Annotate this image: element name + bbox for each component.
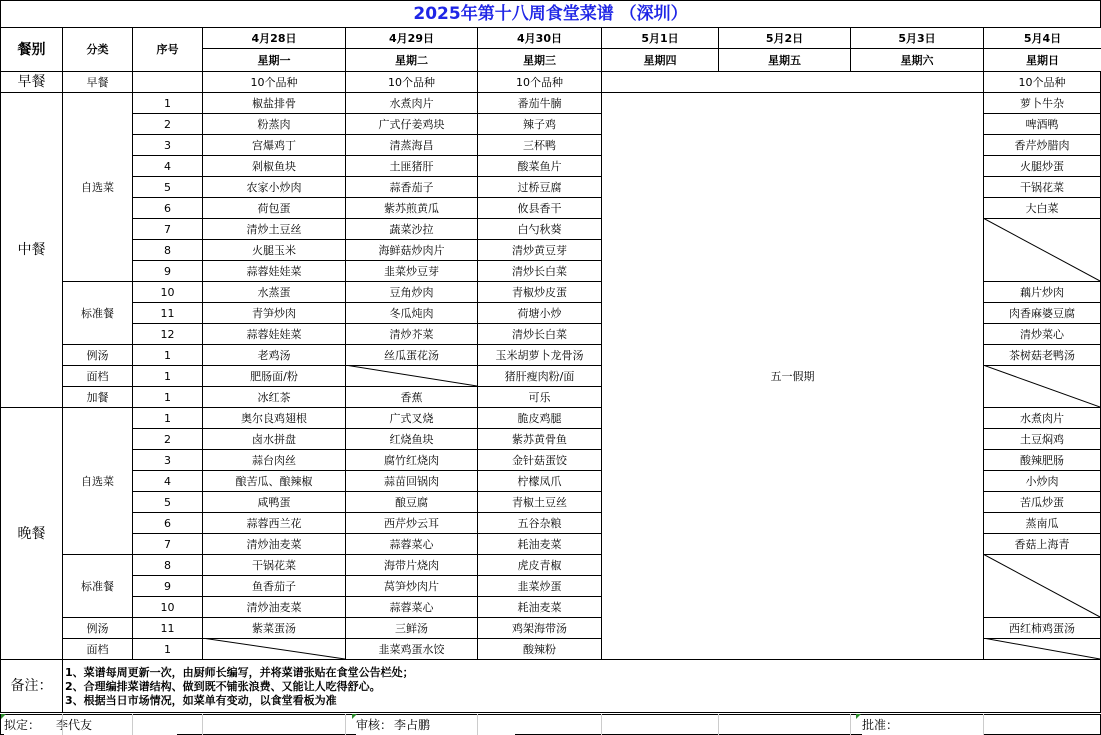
- reviewer-name: 李占鹏: [394, 715, 515, 735]
- dish-cell: 火腿玉米: [202, 239, 346, 261]
- index-cell: 1: [132, 407, 203, 429]
- remarks-label: 备注：: [0, 659, 63, 713]
- dish-cell: 韭菜炒蛋: [477, 575, 602, 597]
- dish-cell: 韭菜炒豆芽: [345, 260, 478, 282]
- dish-cell: 蒜香茄子: [345, 176, 478, 198]
- dish-cell-sunday: 肉香麻婆豆腐: [983, 302, 1101, 324]
- meal-dinner: 晚餐: [0, 407, 63, 660]
- dish-cell-sunday: 藕片炒肉: [983, 281, 1101, 303]
- weekday-header: 星期五: [718, 48, 851, 72]
- dish-cell: 清炒土豆丝: [202, 218, 346, 240]
- dish-cell-sunday: 干锅花菜: [983, 176, 1101, 198]
- index-cell: 9: [132, 260, 203, 282]
- date-header: 5月4日: [983, 27, 1101, 49]
- dish-cell: 蒜苗回锅肉: [345, 470, 478, 492]
- dish-cell: 海鲜菇炒肉片: [345, 239, 478, 261]
- footer-gridline: [477, 714, 478, 735]
- dish-cell: 可乐: [477, 386, 602, 408]
- dish-cell: 蒜台肉丝: [202, 449, 346, 471]
- empty-cell-sunday: [983, 638, 1101, 660]
- dish-cell: 清炒黄豆芽: [477, 239, 602, 261]
- weekday-header: 星期六: [850, 48, 984, 72]
- dish-cell: 10个品种: [477, 71, 602, 93]
- dish-cell: 蒜蓉菜心: [345, 596, 478, 618]
- index-cell: 1: [132, 344, 203, 366]
- dish-cell: 清炒长白菜: [477, 323, 602, 345]
- reviewer-label: 审核：: [356, 715, 477, 735]
- dish-cell: 鱼香茄子: [202, 575, 346, 597]
- dish-cell-sunday: 苦瓜炒蛋: [983, 491, 1101, 513]
- dish-cell: 红烧鱼块: [345, 428, 478, 450]
- date-header: 5月1日: [601, 27, 719, 49]
- footer-gridline: [345, 714, 346, 735]
- weekday-header: 星期一: [202, 48, 346, 72]
- holiday-breakfast: [601, 71, 984, 93]
- dish-cell: 奥尔良鸡翅根: [202, 407, 346, 429]
- dish-cell: 粉蒸肉: [202, 113, 346, 135]
- dish-cell: 脆皮鸡腿: [477, 407, 602, 429]
- dish-cell: 广式仔姜鸡块: [345, 113, 478, 135]
- dish-cell: 老鸡汤: [202, 344, 346, 366]
- index-cell: 11: [132, 617, 203, 639]
- dish-cell-sunday: 香菇上海青: [983, 533, 1101, 555]
- category-cell: 例汤: [62, 617, 133, 639]
- category-cell: 自选菜: [62, 92, 133, 282]
- footer-gridline: [132, 714, 133, 735]
- dish-cell-sunday: 清炒菜心: [983, 323, 1101, 345]
- dish-cell: 番茄牛腩: [477, 92, 602, 114]
- footer-gridline: [601, 714, 602, 735]
- dish-cell: 紫苏煎黄瓜: [345, 197, 478, 219]
- index-cell: 8: [132, 554, 203, 576]
- dish-cell: 肥肠面/粉: [202, 365, 346, 387]
- footer-gridline: [62, 714, 63, 735]
- dish-cell: [202, 638, 346, 660]
- dish-cell-sunday: 10个品种: [983, 71, 1101, 93]
- dish-cell: 鸡架海带汤: [477, 617, 602, 639]
- dish-cell: 三鲜汤: [345, 617, 478, 639]
- remarks-box: [62, 659, 1101, 713]
- index-cell: 5: [132, 176, 203, 198]
- drafter-name: 李代友: [56, 715, 177, 735]
- dish-cell: 金针菇蛋饺: [477, 449, 602, 471]
- dish-cell: 辣子鸡: [477, 113, 602, 135]
- date-header: 5月2日: [718, 27, 851, 49]
- category-cell: 例汤: [62, 344, 133, 366]
- dish-cell-sunday: 茶树菇老鸭汤: [983, 344, 1101, 366]
- index-cell: 10: [132, 281, 203, 303]
- header-category: 分类: [62, 27, 133, 72]
- comment-marker-icon: [1, 714, 6, 719]
- dish-cell: 虎皮青椒: [477, 554, 602, 576]
- category-cell: 早餐: [62, 71, 133, 93]
- date-header: 4月30日: [477, 27, 602, 49]
- footer-gridline: [850, 714, 851, 735]
- empty-cell-sunday: [983, 365, 1101, 408]
- dish-cell: 紫菜蛋汤: [202, 617, 346, 639]
- index-cell: 6: [132, 197, 203, 219]
- dish-cell: 冬瓜炖肉: [345, 302, 478, 324]
- dish-cell: 莴笋炒肉片: [345, 575, 478, 597]
- empty-cell-sunday: [983, 218, 1101, 282]
- date-header: 4月29日: [345, 27, 478, 49]
- index-cell: 4: [132, 155, 203, 177]
- dish-cell-sunday: 香芹炒腊肉: [983, 134, 1101, 156]
- dish-cell: 青椒土豆丝: [477, 491, 602, 513]
- index-cell: 1: [132, 386, 203, 408]
- empty-cell-sunday: [983, 554, 1101, 618]
- index-cell: 7: [132, 533, 203, 555]
- remark-line: 2、合理编排菜谱结构、做到既不铺张浪费、又能让人吃得舒心。: [65, 679, 381, 693]
- drafter-label: 拟定：: [4, 715, 125, 735]
- category-cell: 面档: [62, 365, 133, 387]
- comment-marker-icon: [856, 714, 861, 719]
- dish-cell-sunday: 大白菜: [983, 197, 1101, 219]
- header-index: 序号: [132, 27, 203, 72]
- dish-cell: 剁椒鱼块: [202, 155, 346, 177]
- dish-cell: 蒜蓉菜心: [345, 533, 478, 555]
- dish-cell: 青笋炒肉: [202, 302, 346, 324]
- index-cell: 5: [132, 491, 203, 513]
- dish-cell: 韭菜鸡蛋水饺: [345, 638, 478, 660]
- dish-cell: 蒜蓉娃娃菜: [202, 323, 346, 345]
- dish-cell: 五谷杂粮: [477, 512, 602, 534]
- dish-cell: 腐竹红烧肉: [345, 449, 478, 471]
- footer-gridline: [718, 714, 719, 735]
- meal-breakfast: 早餐: [0, 71, 63, 93]
- dish-cell: 农家小炒肉: [202, 176, 346, 198]
- dish-cell: 酿苦瓜、酿辣椒: [202, 470, 346, 492]
- dish-cell: 过桥豆腐: [477, 176, 602, 198]
- category-cell: 面档: [62, 638, 133, 660]
- header-meal: 餐别: [0, 27, 63, 72]
- dish-cell-sunday: 萝卜牛杂: [983, 92, 1101, 114]
- approver-label: 批准：: [862, 715, 983, 735]
- weekday-header: 星期二: [345, 48, 478, 72]
- index-cell: 10: [132, 596, 203, 618]
- date-header: 5月3日: [850, 27, 984, 49]
- index-cell: 2: [132, 428, 203, 450]
- index-cell: 3: [132, 134, 203, 156]
- dish-cell: 攸县香干: [477, 197, 602, 219]
- dish-cell: 蒜蓉西兰花: [202, 512, 346, 534]
- weekday-header: 星期三: [477, 48, 602, 72]
- dish-cell: 清蒸海昌: [345, 134, 478, 156]
- holiday-block: 五一假期: [601, 92, 984, 660]
- remark-line: 3、根据当日市场情况，如菜单有变动，以食堂看板为准: [65, 693, 337, 707]
- dish-cell: 荷塘小炒: [477, 302, 602, 324]
- dish-cell: 广式叉烧: [345, 407, 478, 429]
- index-cell: 12: [132, 323, 203, 345]
- dish-cell-sunday: 水煮肉片: [983, 407, 1101, 429]
- index-cell: 1: [132, 365, 203, 387]
- dish-cell: 酸菜鱼片: [477, 155, 602, 177]
- dish-cell: 土匪猪肝: [345, 155, 478, 177]
- dish-cell: 酸辣粉: [477, 638, 602, 660]
- index-cell: 11: [132, 302, 203, 324]
- category-cell: 标准餐: [62, 281, 133, 345]
- category-cell: 自选菜: [62, 407, 133, 555]
- dish-cell: 清炒芥菜: [345, 323, 478, 345]
- dish-cell-sunday: 蒸南瓜: [983, 512, 1101, 534]
- dish-cell: 椒盐排骨: [202, 92, 346, 114]
- dish-cell: 豆角炒肉: [345, 281, 478, 303]
- category-cell: 标准餐: [62, 554, 133, 618]
- dish-cell: 清炒油麦菜: [202, 596, 346, 618]
- date-header: 4月28日: [202, 27, 346, 49]
- index-cell: 1: [132, 638, 203, 660]
- dish-cell: 10个品种: [345, 71, 478, 93]
- dish-cell: 清炒油麦菜: [202, 533, 346, 555]
- index-cell: 9: [132, 575, 203, 597]
- footer-gridline: [202, 714, 203, 735]
- dish-cell: 蔬菜沙拉: [345, 218, 478, 240]
- dish-cell: 蒜蓉娃娃菜: [202, 260, 346, 282]
- dish-cell: 卤水拼盘: [202, 428, 346, 450]
- dish-cell: 青椒炒皮蛋: [477, 281, 602, 303]
- index-cell: 2: [132, 113, 203, 135]
- dish-cell: 干锅花菜: [202, 554, 346, 576]
- index-cell: 7: [132, 218, 203, 240]
- dish-cell-sunday: 小炒肉: [983, 470, 1101, 492]
- dish-cell: 猪肝瘦肉粉/面: [477, 365, 602, 387]
- dish-cell: 白勺秋葵: [477, 218, 602, 240]
- dish-cell: 水蒸蛋: [202, 281, 346, 303]
- index-cell: 3: [132, 449, 203, 471]
- dish-cell: 10个品种: [202, 71, 346, 93]
- dish-cell: 玉米胡萝卜龙骨汤: [477, 344, 602, 366]
- dish-cell: [345, 365, 478, 387]
- dish-cell: 清炒长白菜: [477, 260, 602, 282]
- comment-marker-icon: [352, 714, 357, 719]
- dish-cell-sunday: 火腿炒蛋: [983, 155, 1101, 177]
- category-cell: 加餐: [62, 386, 133, 408]
- index-cell: 1: [132, 92, 203, 114]
- dish-cell: 柠檬凤爪: [477, 470, 602, 492]
- dish-cell: 丝瓜蛋花汤: [345, 344, 478, 366]
- weekday-header: 星期四: [601, 48, 719, 72]
- dish-cell-sunday: 啤酒鸭: [983, 113, 1101, 135]
- dish-cell: 三杯鸭: [477, 134, 602, 156]
- meal-lunch: 中餐: [0, 92, 63, 408]
- dish-cell: 海带片烧肉: [345, 554, 478, 576]
- dish-cell: 西芹炒云耳: [345, 512, 478, 534]
- dish-cell-sunday: 土豆焖鸡: [983, 428, 1101, 450]
- index-cell: 6: [132, 512, 203, 534]
- index-cell: 8: [132, 239, 203, 261]
- dish-cell: 水煮肉片: [345, 92, 478, 114]
- dish-cell: 耗油麦菜: [477, 533, 602, 555]
- index-cell: [132, 71, 203, 93]
- sheet-title: 2025年第十八周食堂菜谱 （深圳）: [0, 0, 1101, 28]
- remark-line: 1、菜谱每周更新一次，由厨师长编写，并将菜谱张贴在食堂公告栏处；: [65, 665, 414, 679]
- dish-cell: 酿豆腐: [345, 491, 478, 513]
- index-cell: 4: [132, 470, 203, 492]
- dish-cell: 荷包蛋: [202, 197, 346, 219]
- dish-cell: 耗油麦菜: [477, 596, 602, 618]
- dish-cell: 宫爆鸡丁: [202, 134, 346, 156]
- weekday-header: 星期日: [983, 48, 1101, 72]
- dish-cell: 香蕉: [345, 386, 478, 408]
- dish-cell: 咸鸭蛋: [202, 491, 346, 513]
- dish-cell-sunday: 酸辣肥肠: [983, 449, 1101, 471]
- dish-cell: 冰红茶: [202, 386, 346, 408]
- dish-cell: 紫苏黄骨鱼: [477, 428, 602, 450]
- dish-cell-sunday: 西红柿鸡蛋汤: [983, 617, 1101, 639]
- footer-gridline: [983, 714, 984, 735]
